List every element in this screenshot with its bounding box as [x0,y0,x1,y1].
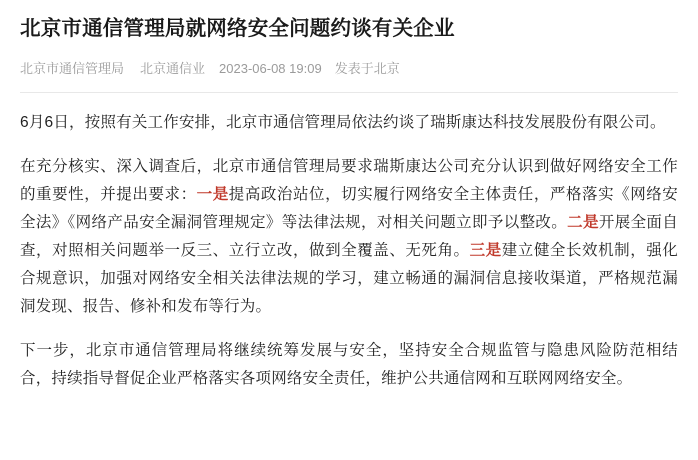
paragraph [20,337,678,393]
body-text: 下一步，北京市通信管理局将继续统筹发展与安全，坚持安全合规监管与隐患风险防范相结合，持续指导督促企业严格落实各项网络安全责任，维护公共通信网和互联网网络安全。 [20,342,678,387]
meta-category: 北京通信业 [140,61,206,76]
body-text: 提高政治站位，切实履行网络安全主体责任，严格落实《网络安全法》《网络产品安全漏洞管理规定》等法律法规，对相关问题立即予以整改。 [20,186,679,231]
paragraph [20,153,678,321]
body-text: 在充分核实、深入调查后，北京市通信管理局要求瑞斯康达公司充分认识到做好网络安全工作的重要性，并提出要求： [20,158,678,203]
article-body [20,109,678,393]
paragraph [20,109,678,137]
body-text: 开展全面自查，对照相关问题举一反三、立行立改，做到全覆盖、无死角。 [20,214,678,259]
body-text: 6月6日，按照有关工作安排，北京市通信管理局依法约谈了瑞斯康达科技发展股份有限公司。 [20,114,666,131]
header-divider [20,92,678,93]
emphasis-text: 一是 [196,186,229,203]
meta-location: 发表于北京 [334,61,400,76]
meta-datetime: 2023-06-08 19:09 [219,61,322,76]
emphasis-text: 二是 [567,214,599,231]
body-text: 建立健全长效机制，强化合规意识，加强对网络安全相关法律法规的学习，建立畅通的漏洞信息接收渠道，严格规范漏洞发现、报告、修补和发布等行为。 [20,242,679,315]
article-meta [20,60,678,78]
page-title: 北京市通信管理局就网络安全问题约谈有关企业 [20,17,455,40]
meta-source: 北京市通信管理局 [20,61,125,76]
emphasis-text: 三是 [469,242,502,259]
